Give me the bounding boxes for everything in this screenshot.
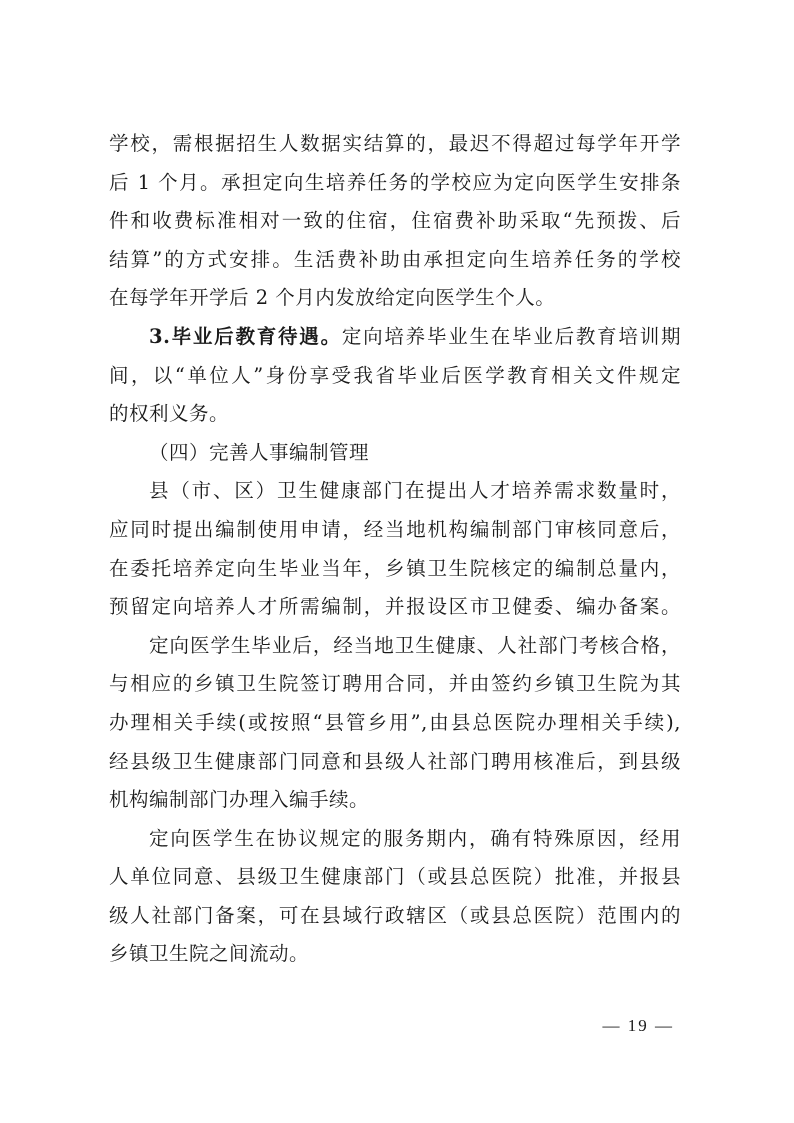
- section-heading: （四）完善人事编制管理: [149, 440, 370, 464]
- paragraph-text: 定向培养毕业生在毕业后教育培训期: [341, 324, 681, 348]
- text-line: 的权利义务。: [109, 402, 230, 426]
- paragraph-postgraduate-education: [109, 318, 681, 434]
- paragraph-mobility: [109, 820, 681, 974]
- paragraph-staffing-application: [109, 472, 681, 626]
- text-line: 级人社部门备案，可在县域行政辖区（或县总医院）范围内的: [109, 903, 681, 927]
- text-line: 人单位同意、县级卫生健康部门（或县总医院）批准，并报县: [109, 865, 681, 889]
- text-line: 应同时提出编制使用申请，经当地机构编制部门审核同意后，: [109, 517, 681, 541]
- text-line: 定向医学生毕业后，经当地卫生健康、人社部门考核合格，: [149, 633, 681, 657]
- document-body: [109, 125, 681, 974]
- text-line: 乡镇卫生院之间流动。: [109, 942, 310, 966]
- text-line: 办理相关手续(或按照“县管乡用”,由县总医院办理相关手续),: [109, 710, 681, 734]
- text-line: 学校，需根据招生人数据实结算的，最迟不得超过每学年开学: [109, 132, 681, 155]
- text-line: 县（市、区）卫生健康部门在提出人才培养需求数量时，: [149, 479, 681, 503]
- text-line: 预留定向培养人才所需编制，并报设区市卫健委、编办备案。: [109, 595, 681, 619]
- text-line: 间，以“单位人”身份享受我省毕业后医学教育相关文件规定: [109, 363, 681, 387]
- text-line: 定向医学生在协议规定的服务期内，确有特殊原因，经用: [149, 826, 681, 850]
- text-line: 后 1 个月。承担定向生培养任务的学校应为定向医学生安排条: [109, 170, 681, 194]
- text-line: 经县级卫生健康部门同意和县级人社部门聘用核准后，到县级: [109, 749, 681, 773]
- text-line: 机构编制部门办理入编手续。: [109, 788, 370, 812]
- text-line: 在委托培养定向生毕业当年，乡镇卫生院核定的编制总量内，: [109, 556, 681, 580]
- paragraph-accommodation: [109, 125, 681, 318]
- text-line: 在每学年开学后 2 个月内发放给定向医学生个人。: [109, 286, 556, 310]
- paragraph-employment-contract: [109, 627, 681, 820]
- text-line: 与相应的乡镇卫生院签订聘用合同，并由签约乡镇卫生院为其: [109, 672, 681, 696]
- text-line: 件和收费标准相对一致的住宿，住宿费补助采取“先预拨、后: [109, 209, 681, 233]
- text-line: 结算”的方式安排。生活费补助由承担定向生培养任务的学校: [109, 247, 681, 271]
- paragraph-title: 3.毕业后教育待遇。: [149, 324, 342, 348]
- text-line: [109, 318, 681, 357]
- page-number: — 19 —: [602, 1016, 674, 1035]
